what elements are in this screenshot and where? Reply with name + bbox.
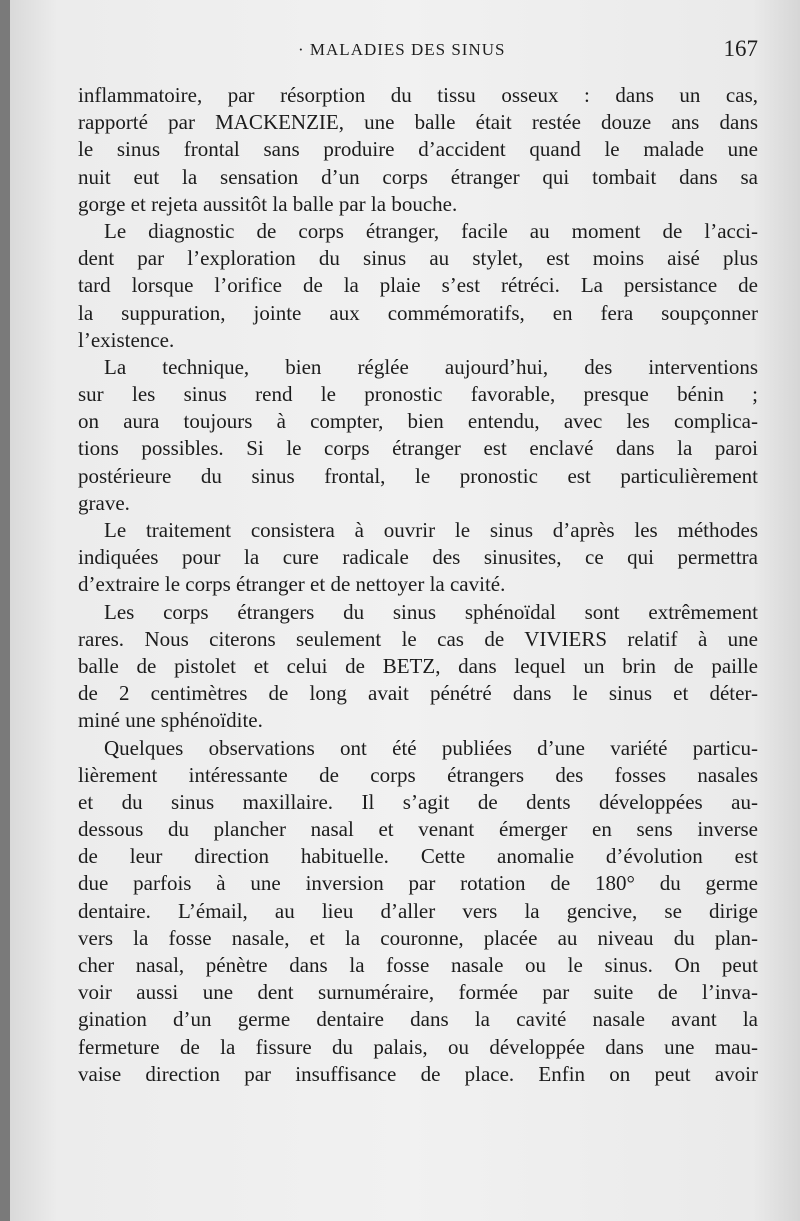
text-line: rares. Nous citerons seulement le cas de VIVIERS relatif à une — [78, 626, 758, 651]
text-line: dessous du plancher nasal et venant émerger en sens inverse — [78, 817, 758, 842]
text-line: de leur direction habituelle. Cette anomalie d’évolution est — [78, 844, 758, 869]
text-line: tard lorsque l’orifice de la plaie s’est rétréci. La persistance de — [78, 273, 758, 298]
text-line: sur les sinus rend le pronostic favorable, presque bénin ; — [78, 382, 758, 407]
text-line: Quelques observations ont été publiées d’une variété particu- — [104, 735, 758, 760]
text-line: voir aussi une dent surnuméraire, formée par suite de l’inva- — [78, 980, 758, 1005]
text-line: le sinus frontal sans produire d’accident quand le malade une — [78, 137, 758, 162]
text-line: dentaire. L’émail, au lieu d’aller vers la gencive, se dirige — [78, 898, 758, 923]
text-line: balle de pistolet et celui de BETZ, dans lequel un brin de paille — [78, 653, 758, 678]
book-page — [10, 0, 800, 1221]
text-line: gination d’un germe dentaire dans la cavité nasale avant la — [78, 1007, 758, 1032]
text-line: on aura toujours à compter, bien entendu, avec les complica- — [78, 409, 758, 434]
text-line: Les corps étrangers du sinus sphénoïdal sont extrêmement — [104, 599, 758, 624]
text-line: de 2 centimètres de long avait pénétré dans le sinus et déter- — [78, 681, 758, 706]
text-line: l’existence. — [78, 327, 175, 352]
text-line: grave. — [78, 490, 130, 515]
text-line: Le diagnostic de corps étranger, facile au moment de l’acci- — [104, 218, 758, 243]
text-line: miné une sphénoïdite. — [78, 708, 263, 733]
text-line: postérieure du sinus frontal, le pronostic est particulièrement — [78, 463, 758, 488]
text-line: due parfois à une inversion par rotation de 180° du germe — [78, 871, 758, 896]
text-line: dent par l’exploration du sinus au stylet, est moins aisé plus — [78, 246, 758, 271]
text-line: indiquées pour la cure radicale des sinusites, ce qui permettra — [78, 545, 758, 570]
running-head — [10, 36, 800, 70]
text-line: inflammatoire, par résorption du tissu osseux : dans un cas, — [78, 83, 758, 107]
body-text — [78, 82, 758, 1088]
text-line: d’extraire le corps étranger et de nettoyer la cavité. — [78, 572, 506, 597]
text-line: La technique, bien réglée aujourd’hui, des interventions — [104, 354, 758, 379]
text-line: tions possibles. Si le corps étranger est enclavé dans la paroi — [78, 436, 758, 461]
text-line: et du sinus maxillaire. Il s’agit de dents développées au- — [78, 789, 758, 814]
text-line: vers la fosse nasale, et la couronne, placée au niveau du plan- — [78, 925, 758, 950]
text-line: Le traitement consistera à ouvrir le sinus d’après les méthodes — [104, 518, 758, 542]
text-line: lièrement intéressante de corps étrangers des fosses nasales — [78, 762, 758, 787]
text-line: fermeture de la fissure du palais, ou développée dans une mau- — [78, 1034, 758, 1059]
text-line: nuit eut la sensation d’un corps étranger qui tombait dans sa — [78, 164, 758, 189]
text-line: rapporté par MACKENZIE, une balle était restée douze ans dans — [78, 110, 758, 135]
text-line: gorge et rejeta aussitôt la balle par la bouche. — [78, 191, 458, 216]
page-number: 167 — [723, 36, 758, 61]
running-title: · MALADIES DES SINUS — [298, 40, 506, 59]
text-line: cher nasal, pénètre dans la fosse nasale ou le sinus. On peut — [78, 953, 758, 977]
text-line: la suppuration, jointe aux commémoratifs, en fera soupçonner — [78, 300, 758, 325]
text-line: vaise direction par insuffisance de place. Enfin on peut avoir — [78, 1061, 758, 1086]
